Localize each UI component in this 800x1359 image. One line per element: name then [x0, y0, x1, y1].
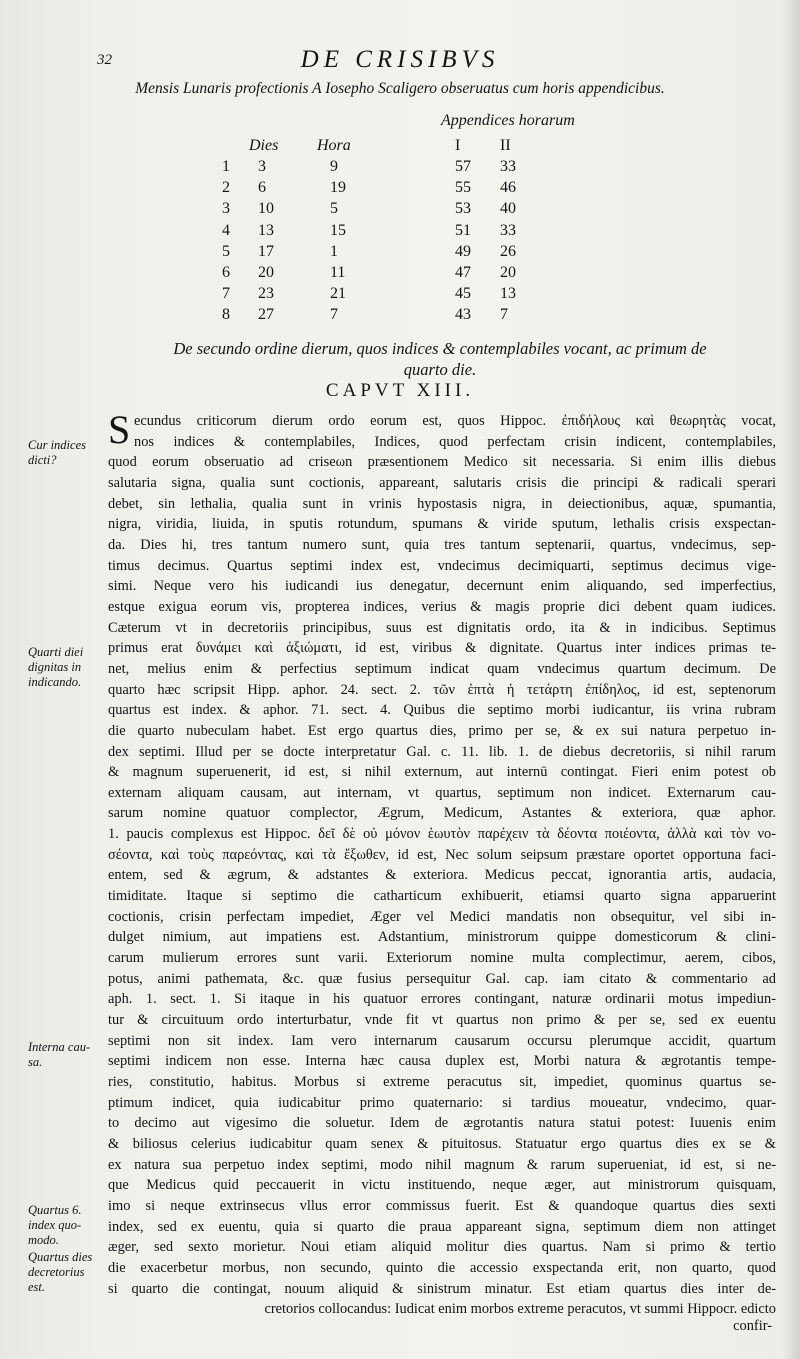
- text-line: to decimo aut vigesimo die soluetur. Idem de ægrotantis natura statui potest: Iuuenis enim: [108, 1115, 776, 1132]
- text-line: quarto hæc scripsit Hipp. aphor. 24. sect. 2. τῶν ἑπτὰ ἡ τετάρτη ἐπίδηλος, id est, septenorum: [108, 681, 776, 698]
- section-heading-line-2: quarto die.: [403, 360, 477, 379]
- text-line: septimi indicem non esse. Interna hæc causa duplex est, Morbi natura & ægrotantis tempe-: [108, 1053, 776, 1070]
- text-line: entem, sed & ægrum, & adstantes & exteriora. Medicus peccat, ignorantia artis, audacia,: [108, 867, 776, 884]
- text-line: timus decimus. Quartus septimi index est, vndecimus decimiquarti, septimus decimus vige-: [108, 557, 776, 574]
- table-cell-ii: 46: [500, 179, 516, 197]
- table-cell-i: 51: [455, 221, 471, 239]
- col-header-dies: Dies: [249, 137, 279, 154]
- text-line: 1. paucis complexus est Hippoc. δεῖ δὲ οὐ μόνον ἑωυτὸν παρέχειν τὰ δέοντα ποιέοντα, ἀλλὰ καὶ τὸν νο-: [108, 826, 776, 843]
- table-cell-n: 8: [222, 306, 230, 324]
- text-line: ries, constitutio, habitus. Morbus si extreme peracutus sit, impediet, quominus quartus se-: [108, 1074, 776, 1090]
- text-line: ptimum indicet, quia iudicabitur primo quaternario: si tardius moueatur, vndecimo, quar-: [108, 1094, 776, 1111]
- section-heading: [120, 338, 760, 380]
- margin-note-line: decretorius: [28, 1265, 85, 1279]
- text-line: quartus est index. & aphor. 71. sect. 4. Quibus die septimo morbi iudicantur, iis vrina rubram: [108, 702, 776, 719]
- text-line: die exacerbetur morbus, non secundo, quinto die accessio exspectanda erit, non quarto, quod: [108, 1259, 776, 1276]
- body-text: [108, 407, 776, 1320]
- margin-note-line: index quo-: [28, 1218, 82, 1232]
- table-cell-ii: 33: [500, 158, 516, 175]
- text-line: index, sed ex euentu, quia si quarto die praua appareant signa, septimum diem non attinget: [108, 1218, 776, 1235]
- text-line: que Medicus quid peccauerit in victu instituendo, neque æger, aut ministrorum quisquam,: [108, 1177, 776, 1194]
- table-cell-i: 53: [455, 200, 471, 218]
- table-cell-n: 2: [222, 179, 230, 197]
- table-cell-ii: 33: [500, 221, 516, 239]
- margin-note-decretorius: [28, 1250, 92, 1295]
- text-line: si quarto die contingat, nouum aliquid & sinistrum minatur. Est etiam quartus dies inter de-: [108, 1280, 776, 1297]
- text-line: nos indices & contemplabiles, Indices, quod perfectam crisin indicent, contemplabiles,: [134, 433, 776, 450]
- table-cell-dies: 6: [258, 179, 266, 197]
- table-cell-ii: 13: [500, 285, 516, 303]
- lunar-month-table: [0, 0, 800, 330]
- table-group-header: Appendices horarum: [441, 112, 575, 129]
- table-cell-n: 6: [222, 264, 230, 281]
- table-cell-n: 7: [222, 285, 230, 303]
- margin-note-line: sa.: [28, 1055, 43, 1069]
- text-line: net, melius enim & perfectius septimum indicat quam vndecimus quartum decimum. De: [108, 660, 776, 677]
- text-line: salutaria signa, qualia sunt coctionis, appareant, salutaris crisis die principi & radicali sperari: [108, 474, 776, 491]
- text-line: nigra, viridia, liuida, in sputis rotundum, spumans & viride sputum, lethalis crisis exspectan-: [108, 516, 776, 533]
- table-cell-dies: 10: [258, 200, 274, 218]
- table-cell-hora: 11: [330, 264, 346, 281]
- margin-note-indices: [28, 438, 86, 468]
- margin-note-line: Quartus dies: [28, 1250, 93, 1264]
- text-line: die quarto nubeculam habet. Est ergo quartus dies, primo per se, & ex sui natura perpetuo in-: [108, 722, 776, 739]
- table-cell-i: 47: [455, 264, 471, 281]
- table-cell-dies: 17: [258, 242, 274, 260]
- text-line: sarum nomine quatuor complector, Ægrum, Medicum, Astantes & exteriora, quæ aphor.: [108, 805, 776, 822]
- table-cell-hora: 15: [330, 221, 346, 239]
- catchword: confir-: [733, 1318, 772, 1334]
- table-cell-dies: 23: [258, 285, 274, 303]
- text-line: simi. Neque vero his iudicandi ius denegatur, decernunt enim aliquando, sed imperfectius,: [108, 578, 776, 595]
- col-header-i: I: [455, 137, 461, 154]
- margin-note-line: Quartus 6.: [28, 1203, 82, 1217]
- table-cell-n: 5: [222, 242, 230, 260]
- table-cell-hora: 1: [330, 242, 338, 260]
- margin-note-line: dignitas in: [28, 660, 82, 674]
- table-cell-hora: 9: [330, 158, 338, 175]
- text-line: septimi non sit index. Iam vero internarum causarum occursu plerumque accidit, quartum: [108, 1032, 776, 1049]
- table-cell-n: 3: [222, 200, 230, 218]
- margin-note-line: Cur indices: [28, 438, 86, 452]
- text-line: da. Dies hi, tres tantum numero sunt, quia tres tantum septenarii, quartus, vndecimus, sep-: [108, 536, 776, 553]
- table-cell-hora: 7: [330, 306, 338, 324]
- margin-note-line: Interna cau-: [28, 1040, 91, 1054]
- text-line: timiditate. Itaque si septimo die catharticum exhibuerit, etiamsi quarto signa apparuerint: [108, 888, 776, 905]
- table-cell-i: 57: [455, 158, 471, 175]
- table-cell-i: 49: [455, 242, 471, 260]
- text-line: & biliosus celerius iudicabitur quam senex & pituitosus. Statuatur ergo quartus dies ex se &: [108, 1135, 776, 1152]
- text-line: Cæterum vt in decretoriis principibus, suus est dignitatis ordo, ita & in indicibus. Septimus: [108, 619, 776, 636]
- text-line: ecundus criticorum dierum ordo eorum est, quos Hippoc. ἐπιδήλους καὶ θεωρητὰς vocat,: [134, 413, 776, 429]
- margin-note-line: indicando.: [28, 675, 82, 689]
- text-line: potus, animi pathemata, &c. quæ fusius persequitur Gal. cap. iam citato & commentario ad: [108, 970, 776, 987]
- margin-note-line: dicti?: [28, 453, 57, 467]
- text-line: σέοντα, καὶ τοὺς παρεόντας, καὶ τὰ ἔξωθεν, id est, Nec solum seipsum præstare oportet opportuna faci-: [108, 846, 776, 863]
- table-cell-hora: 21: [330, 285, 346, 303]
- table-cell-i: 45: [455, 285, 471, 303]
- margin-note-quartus-6: [28, 1203, 81, 1248]
- margin-note-line: modo.: [28, 1233, 59, 1247]
- text-line: dex septimi. Illud per se docte interpretatur Gal. c. 11. lib. 1. de diebus decretoriis, si nihil rarum: [108, 743, 776, 760]
- table-cell-dies: 27: [258, 306, 274, 324]
- table-cell-n: 4: [222, 221, 230, 239]
- table-cell-dies: 13: [258, 221, 274, 239]
- chapter-heading: CAPVT XIII.: [325, 380, 475, 401]
- text-line: cretorios collocandus: Iudicat enim morbos extreme peracutos, vt summi Hippocr. edicto: [264, 1301, 776, 1318]
- table-cell-hora: 5: [330, 200, 338, 218]
- table-cell-ii: 26: [500, 242, 516, 260]
- text-line: & magnum superuenerit, id est, si nihil externum, aut internū contingat. Fieri enim potest ob: [108, 764, 776, 781]
- margin-note-interna: [28, 1040, 90, 1070]
- text-line: debet, sin lethalia, qualia sunt in vrinis hypostasis nigra, in deiectionibus, aquæ, spumantia,: [108, 495, 776, 512]
- page-number: 32: [97, 52, 112, 68]
- text-line: dulget nimium, aut impatiens est. Adstantium, ministrorum quippe domesticorum & clini-: [108, 929, 776, 946]
- table-cell-ii: 40: [500, 200, 516, 218]
- table-cell-ii: 20: [500, 264, 516, 281]
- table-cell-ii: 7: [500, 306, 508, 324]
- text-line: externam aliquam causam, aut internam, vt quartus, septimum non indicet. Externarum cau-: [108, 784, 776, 801]
- text-line: primus erat δυνάμει καὶ ἀξιώματι, id est, viribus & dignitate. Quartus inter indices primas te-: [108, 640, 776, 657]
- table-title: Mensis Lunaris profectionis A Iosepho Scaligero obseruatus cum horis appendicibus.: [135, 80, 665, 97]
- table-cell-hora: 19: [330, 179, 346, 197]
- text-line: æger, sed sexto morietur. Noui etiam aliquid molitur dies quartus. Nam si primo & tertio: [108, 1239, 776, 1256]
- table-cell-dies: 3: [258, 158, 266, 175]
- margin-note-line: Quarti diei: [28, 645, 84, 659]
- text-line: imo si neque extrinsecus vllus error commissus fuerit. Est & quandoque quartus dies sexti: [108, 1197, 776, 1214]
- text-line: ex natura sua perpetuo index septimi, modo nihil magnum & rarum superueniat, id est, si ne-: [108, 1156, 776, 1173]
- table-cell-i: 43: [455, 306, 471, 324]
- margin-note-line: est.: [28, 1280, 46, 1294]
- col-header-hora: Hora: [317, 137, 351, 154]
- margin-note-quarti: [28, 645, 83, 690]
- table-cell-dies: 20: [258, 264, 274, 281]
- text-line: aph. 1. sect. 1. Si itaque in his quatuor errores contingant, naturæ ordinarii motus impediun-: [108, 991, 776, 1008]
- col-header-ii: II: [500, 137, 511, 154]
- text-line: quod eorum obseruatio ad criseωn præsentionem Medico sit necessaria. Si enim illis diebus: [108, 454, 776, 471]
- table-cell-n: 1: [222, 158, 230, 175]
- text-line: coctionis, crisin perfectam impediet, Æger vel Medici mandatis non obsequitur, vel sibi in-: [108, 908, 776, 925]
- section-heading-line-1: De secundo ordine dierum, quos indices & contemplabiles vocant, ac primum de: [173, 339, 707, 358]
- running-head: DE CRISIBVS: [300, 46, 500, 73]
- drop-cap: S: [108, 407, 131, 452]
- table-cell-i: 55: [455, 179, 471, 197]
- text-line: carum mulierum errores sunt varii. Exteriorum nomine multa complectimur, aerem, cibos,: [108, 950, 776, 967]
- text-line: estque exigua eorum vis, propterea indices, verius & magis proprie dici debent quam iudices.: [108, 598, 776, 615]
- text-line: tur & circuituum ordo interturbatur, vnde fit vt quartus non primo & per se, sed ex euentu: [108, 1012, 776, 1029]
